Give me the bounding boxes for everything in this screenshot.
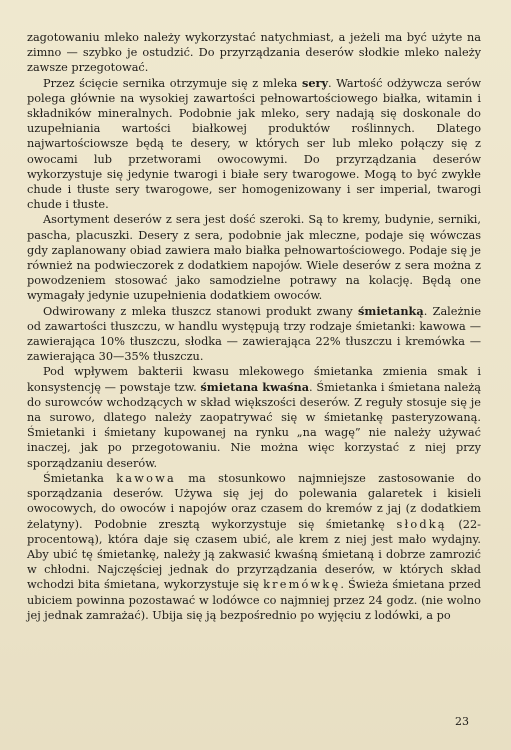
text-run: . Śmietanka i śmietana należą do surowców wchodzących w skład większości deserów. Z reguły stosuje się je na surowo, dlatego należy zaopatrywać się w śmietankę pasteryzowaną. Śmietanki i śmietany kupowanej na rynku „na wagę” nie należy używać inaczej, jak po przegotowaniu. Nie można więc korzystać z niej przy sporządzaniu deserów.	[27, 380, 482, 470]
page-number: 23	[455, 715, 469, 728]
text-run: Pod wpływem bakterii kwasu mlekowego śmietanka zmienia smak i konsystencję — powstaje tzw.	[27, 365, 481, 394]
text-run: śmietanką	[358, 303, 424, 318]
text-run: kremówkę	[263, 578, 341, 592]
paragraph-p5	[27, 364, 481, 470]
text-run: ma stosunkowo najmniejsze zastosowanie do sporządzania deserów. Używa się jej do polewania galaretek i kisieli owocowych, do owoców i napojów oraz czasem do kremów z jaj (z dodatkiem żelatyny). Podobnie zresztą wykorzystuje się śmietankę	[27, 471, 481, 531]
text-run: . Zależnie od zawartości tłuszczu, w handlu występują trzy rodzaje śmietanki: kawowa — zawierająca 10% tłuszczu, słodka — zawierająca 22% tłuszczu i kremówka — zawierająca 30—35% tłuszczu.	[27, 304, 482, 364]
text-run: kawowa	[116, 471, 176, 485]
text-run: słodką	[396, 517, 447, 531]
text-run: Odwirowany z mleka tłuszcz stanowi produkt zwany	[43, 304, 358, 318]
text-run: Śmietanka	[43, 471, 117, 485]
paragraph-p3	[27, 212, 481, 303]
text-run: zagotowaniu mleko należy wykorzystać natychmiast, a jeżeli ma być użyte na zimno — szybko je ostudzić. Do przyrządzania deserów słodkie mleko należy zawsze przegotować.	[27, 31, 481, 75]
paragraph-p4	[27, 304, 481, 365]
text-run: . Świeża śmietana przed ubiciem powinna pozostawać w lodówce co najmniej przez 24 godz. (nie wolno jej jednak zamrażać). Ubija się ją bezpośrednio po wyjęciu z lodówki, a po	[27, 578, 481, 622]
text-run: . Wartość odżywcza serów polega głównie na wysokiej zawartości pełnowartościowego białka, witamin i składników mineralnych. Podobnie jak mleko, sery nadają się doskonale do uzupełniania wartości białkowej produktów roślinnych. Dlatego najwartościowsze będą te desery, w których ser lub mleko połączy się z owocami lub przetworami owocowymi. Do przyrządzania deserów wykorzystuje się jedynie twarogi i białe sery twarogowe. Mogą to być zwykłe chude i tłuste sery twarogowe, ser homogenizowany i ser imperial, twarogi chude i tłuste.	[27, 76, 481, 212]
paragraph-p1	[27, 30, 481, 76]
paragraph-p2	[27, 76, 481, 213]
text-run: Przez ścięcie sernika otrzymuje się z mleka	[43, 76, 302, 90]
text-run: śmietana kwaśna	[200, 379, 310, 394]
page-text	[27, 30, 481, 623]
paragraph-p6	[27, 471, 481, 623]
text-run: sery	[301, 75, 329, 90]
text-run: Asortyment deserów z sera jest dość szeroki. Są to kremy, budynie, serniki, pascha, placuszki. Desery z sera, podobnie jak mleczne, podaje się wówczas gdy zaplanowany obiad zawiera mało białka pełnowartościowego. Podaje się je również na podwieczorek z dodatkiem napojów. Wiele deserów z sera można z powodzeniem stosować jako samodzielne potrawy na kolację. Będą one wymagały jedynie uzupełnienia dodatkiem owoców.	[27, 213, 481, 303]
text-run: (22-procentową), która daje się czasem ubić, ale krem z niej jest mało wydajny. Aby ubić tę śmietankę, należy ją zakwasić kwaśną śmietaną i dobrze zamrozić w chłodni. Najczęściej jednak do przyrządzania deserów, w których skład wchodzi bita śmietana, wykorzystuje się	[27, 517, 481, 592]
